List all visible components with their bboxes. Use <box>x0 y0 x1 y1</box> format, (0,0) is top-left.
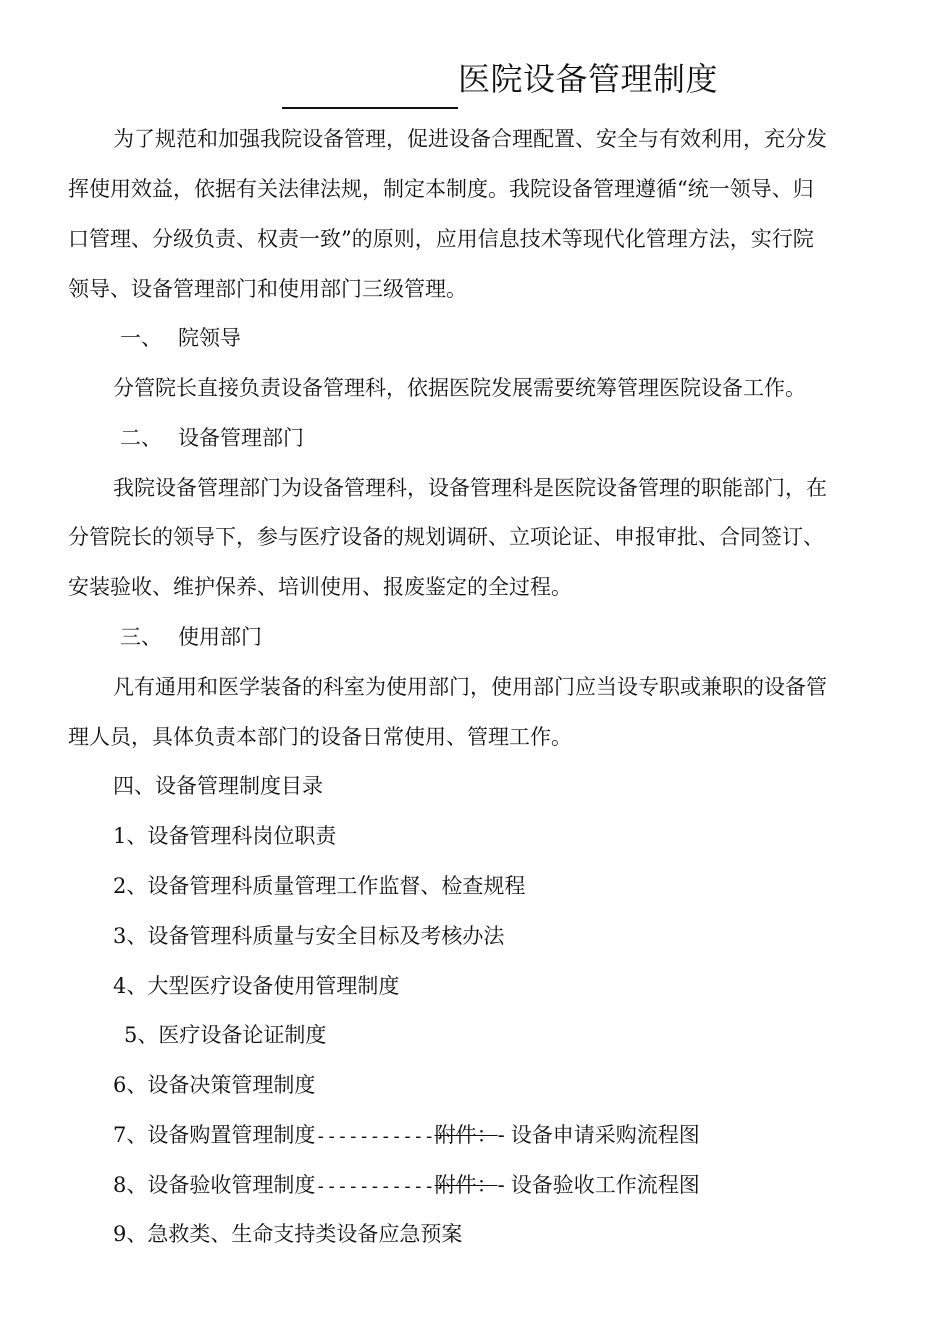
attachment-label: 附件： <box>434 1173 498 1197</box>
intro-line-1: 为了规范和加强我院设备管理，促进设备合理配置、安全与有效利用，充分发 <box>113 127 827 151</box>
intro-line-3: 口管理、分级负责、权责一致”的原则，应用信息技术等现代化管理方法，实行院 <box>68 227 814 251</box>
section-2-heading: 设备管理部门 <box>178 426 304 450</box>
catalog-item-with-attachment <box>113 1120 700 1152</box>
document-title: 医院设备管理制度 <box>458 60 719 98</box>
catalog-item-with-attachment <box>113 1170 700 1202</box>
attachment-title: 设备验收工作流程图 <box>510 1173 700 1197</box>
section-2-number: 二、 <box>120 426 162 450</box>
catalog-item: 3、设备管理科质量与安全目标及考核办法 <box>113 924 505 948</box>
section-3-heading: 使用部门 <box>178 625 262 649</box>
leader-dashes: ----------- <box>315 1126 435 1147</box>
catalog-item: 5、医疗设备论证制度 <box>124 1023 327 1047</box>
catalog-heading: 四、设备管理制度目录 <box>113 774 323 798</box>
section-1-body-line-1: 分管院长直接负责设备管理科，依据医院发展需要统筹管理医院设备工作。 <box>113 376 806 400</box>
catalog-item: 4、大型医疗设备使用管理制度 <box>113 974 400 998</box>
catalog-item: 9、急救类、生命支持类设备应急预案 <box>113 1222 463 1246</box>
section-1-heading: 院领导 <box>178 326 241 350</box>
section-3-body-line-1: 凡有通用和医学装备的科室为使用部门，使用部门应当设专职或兼职的设备管 <box>113 675 827 699</box>
section-3-number: 三、 <box>120 625 162 649</box>
catalog-item: 1、设备管理科岗位职责 <box>113 824 337 848</box>
section-1-number: 一、 <box>120 326 162 350</box>
section-2-body-line-1: 我院设备管理部门为设备管理科，设备管理科是医院设备管理的职能部门，在 <box>113 476 827 500</box>
section-2-body-line-3: 安装验收、维护保养、培训使用、报废鉴定的全过程。 <box>68 575 572 599</box>
catalog-item: 2、设备管理科质量管理工作监督、检查规程 <box>113 874 526 898</box>
section-2-body-line-2: 分管院长的领导下，参与医疗设备的规划调研、立项论证、申报审批、合同签订、 <box>68 525 824 549</box>
title-underline <box>282 107 458 109</box>
catalog-item: 6、设备决策管理制度 <box>113 1073 316 1097</box>
section-3-body-line-2: 理人员，具体负责本部门的设备日常使用、管理工作。 <box>68 725 572 749</box>
intro-line-4: 领导、设备管理部门和使用部门三级管理。 <box>68 277 467 301</box>
catalog-item-main: 7、设备购置管理制度 <box>113 1123 316 1147</box>
catalog-item-main: 8、设备验收管理制度 <box>113 1173 316 1197</box>
attachment-label: 附件： <box>434 1123 498 1147</box>
attachment-title: 设备申请采购流程图 <box>510 1123 700 1147</box>
leader-dashes: ----------- <box>315 1176 435 1197</box>
attachment-dash: - <box>497 1123 505 1147</box>
intro-line-2: 挥使用效益，依据有关法律法规，制定本制度。我院设备管理遵循“统一领导、归 <box>68 177 814 201</box>
attachment-dash: - <box>497 1173 505 1197</box>
